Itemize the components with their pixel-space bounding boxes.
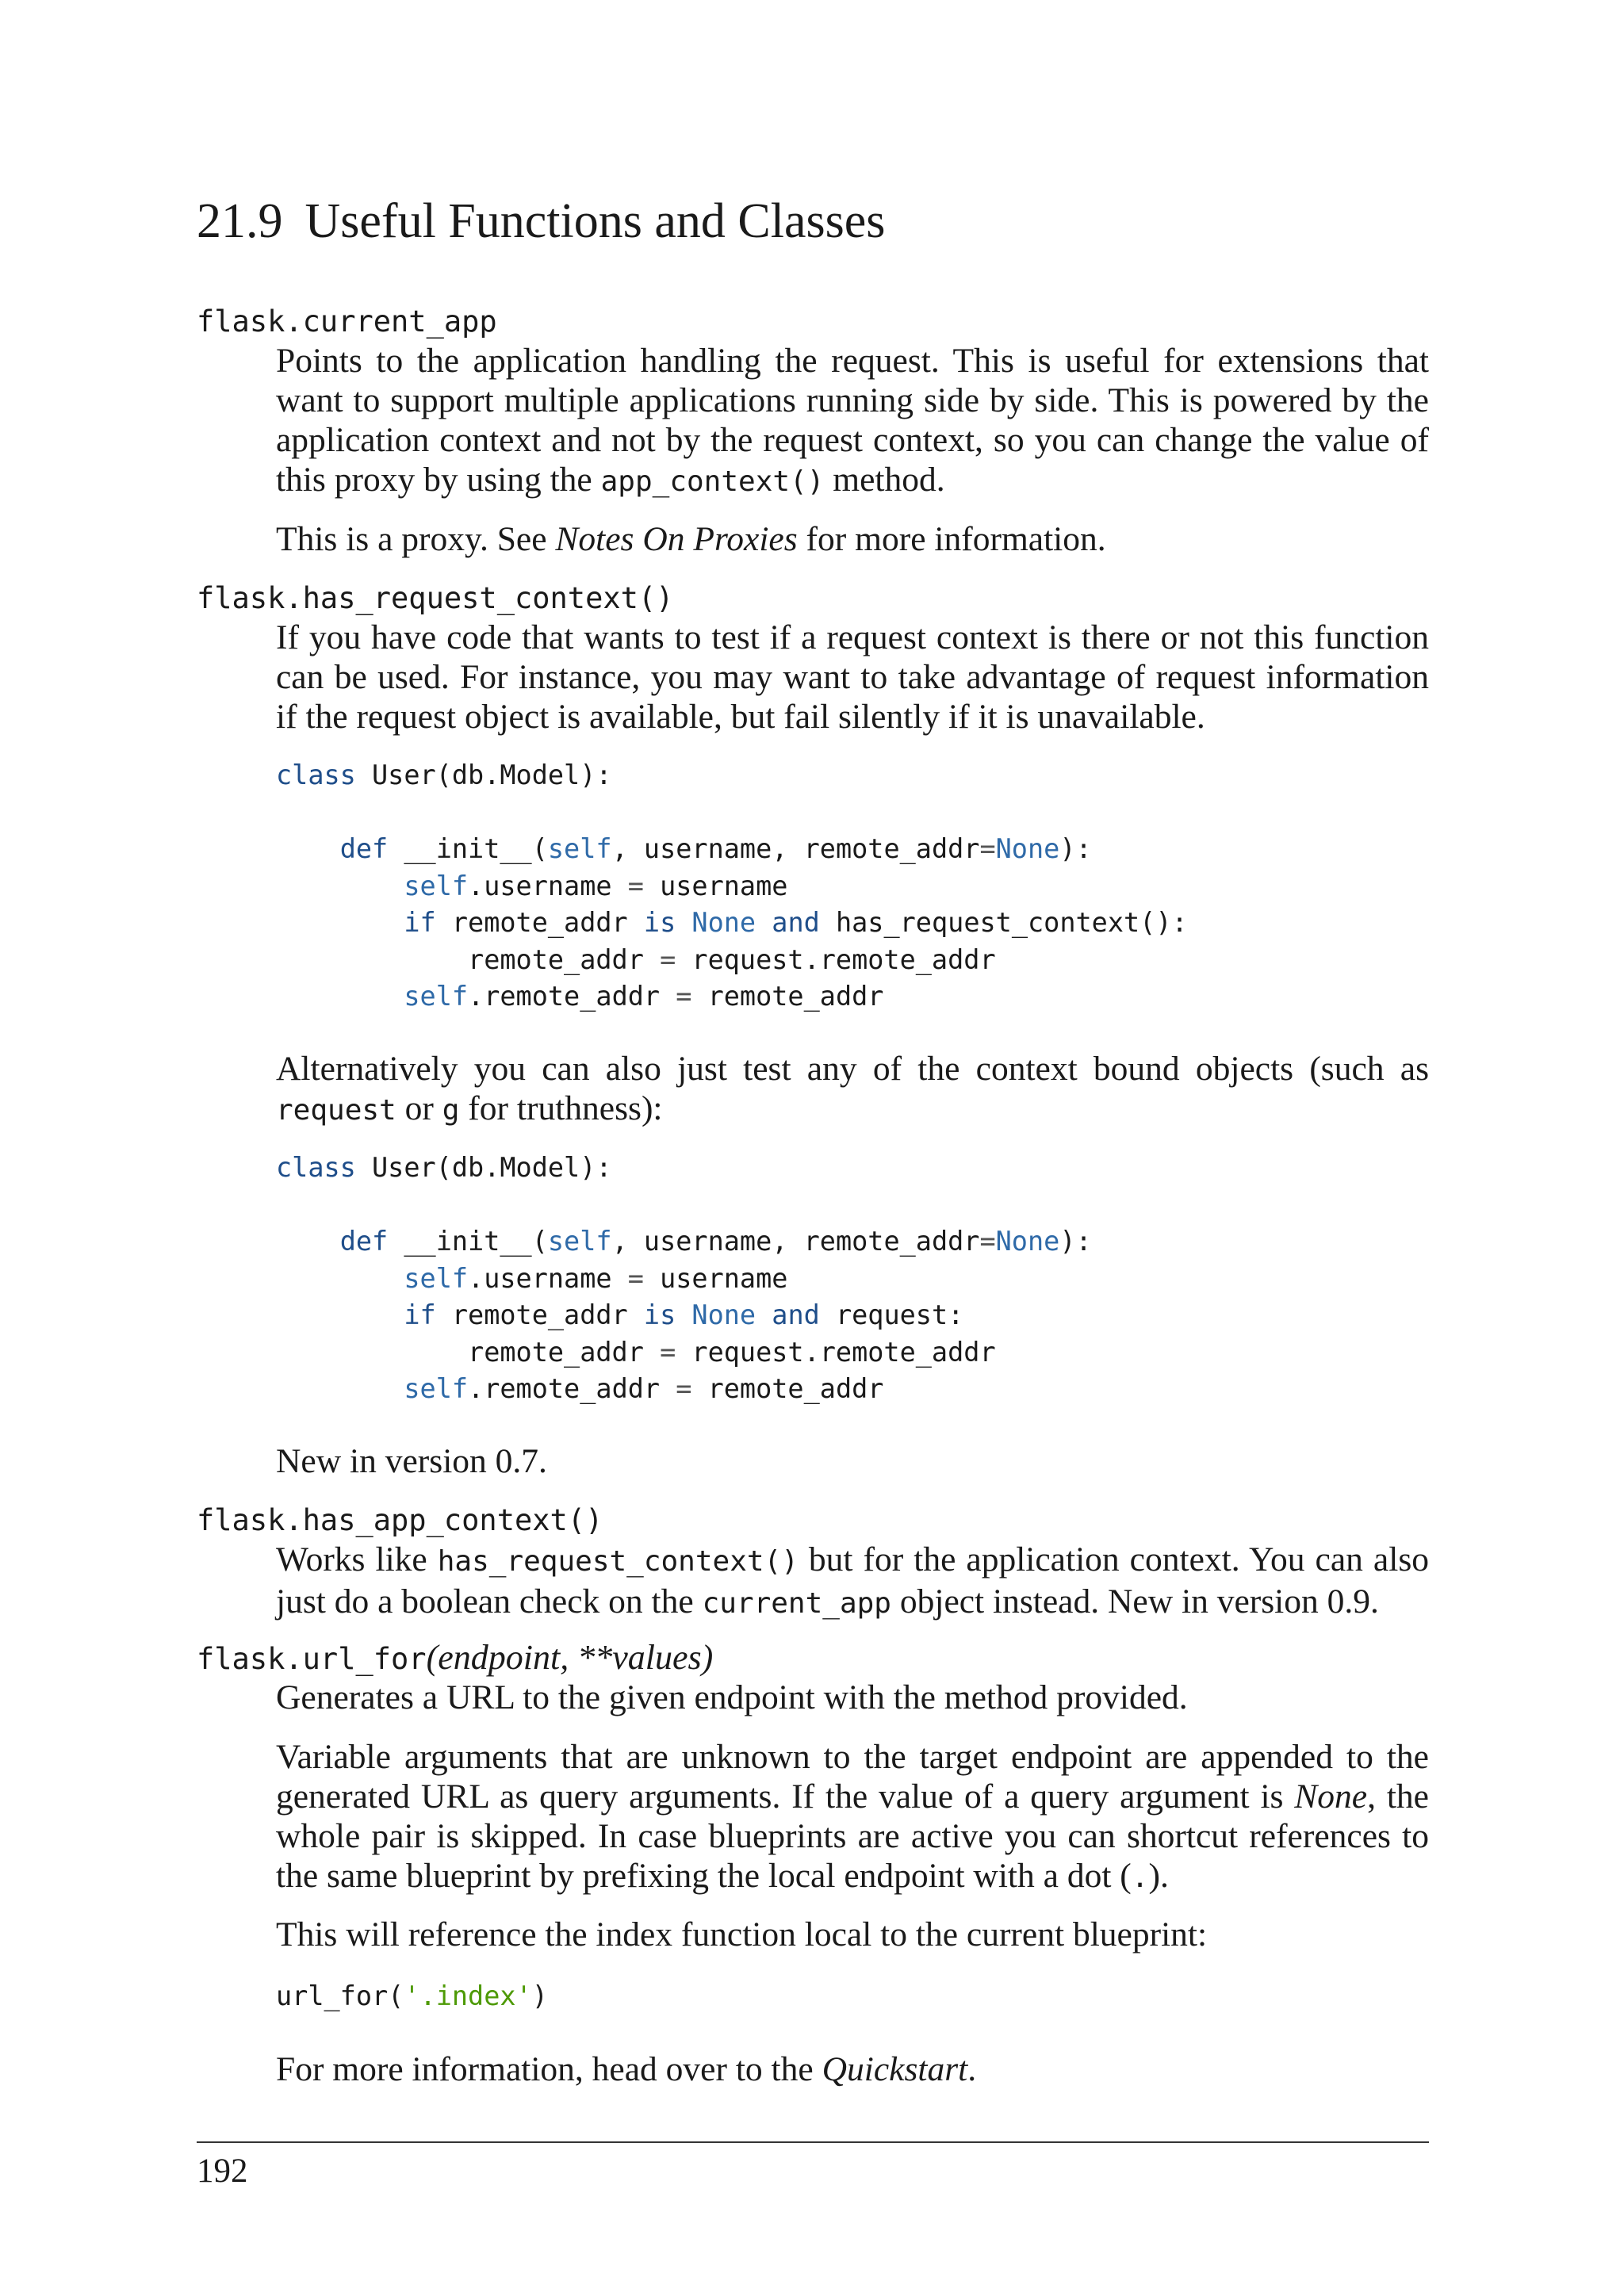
code-line: class User(db.Model): [276,1152,612,1183]
text-span: but for the application context. You can also just do a boolean check on the [276,1540,1430,1621]
code-line: self.username = username [404,870,788,901]
footer-divider [197,2141,1429,2143]
code-line: self.remote_addr = remote_addr [404,981,884,1012]
url-for-more-info [276,2049,1429,2089]
alternative-test-paragraph [276,1049,1429,1131]
text-span: method. [824,461,945,499]
link-quickstart[interactable]: Quickstart [822,2050,968,2088]
url-for-blueprint-note: This will reference the index function local to the current blueprint: [276,1915,1208,1954]
text-span: Variable arguments that are unknown to the target endpoint are appended to the generated URL as query arguments. If the value of a query argument is [276,1738,1429,1816]
code-line: url_for('.index') [276,1980,548,2011]
text-span: . [967,2050,977,2088]
signature-current-app: flask.current_app [197,304,497,339]
section-number: 21.9 [197,194,283,248]
text-span: ). [1148,1857,1169,1895]
inline-code: g [442,1094,460,1127]
text-span: For more information, head over to the [276,2050,822,2088]
page-number: 192 [197,2152,248,2190]
text-span: or [396,1089,442,1127]
code-line: remote_addr = request.remote_addr [276,1336,996,1368]
function-arguments: endpoint, **values [438,1638,702,1677]
inline-code: . [1131,1862,1149,1894]
text-span: Alternatively you can also just test any of the context bound objects (such as [276,1050,1429,1088]
code-line: remote_addr = request.remote_addr [276,943,996,975]
code-line: if remote_addr is None and request: [404,1299,964,1330]
text-span: , the whole pair is skipped. In case blueprints are active you can shortcut references to the same blueprint by prefixing the local endpoint with a dot ( [276,1777,1429,1895]
code-line: class User(db.Model): [276,760,612,790]
current-app-proxy-note [276,519,1429,559]
code-line: def __init__(self, username, remote_addr=None): [339,1226,1092,1257]
code-line: def __init__(self, username, remote_addr=None): [339,833,1092,864]
version-note-0-7: New in version 0.7. [276,1442,547,1480]
code-line: self.username = username [404,1262,788,1294]
text-span: object instead. New in version 0.9. [891,1582,1379,1621]
signature-has-request-context: flask.has_request_context() [197,581,674,615]
text-span: for more information. [797,520,1106,558]
text-span: Works like [276,1540,438,1578]
inline-code: current_app [702,1587,891,1620]
code-line: self.remote_addr = remote_addr [404,1373,884,1404]
emphasis: None [1294,1777,1368,1816]
url-for-arguments-paragraph [276,1737,1429,1898]
link-notes-on-proxies[interactable]: Notes On Proxies [555,520,798,558]
has-request-context-description: If you have code that wants to test if a request context is there or not this function can be used. For instance, you may want to take advantage of request information if the request object is available, but fail silently if it is unavailable. [276,618,1429,736]
has-app-context-description [276,1540,1429,1624]
inline-code: app_context() [600,465,825,498]
inline-code: has_request_context() [437,1545,799,1578]
section-title: Useful Functions and Classes [304,194,886,248]
current-app-description [276,341,1429,502]
signature-url-for [197,1638,713,1679]
code-block-1 [276,757,1188,1016]
url-for-description: Generates a URL to the given endpoint with the method provided. [276,1678,1188,1716]
function-name: flask.url_for [197,1642,427,1676]
paren: ) [701,1638,714,1677]
text-span: This is a proxy. See [276,520,556,558]
text-span: Points to the application handling the request. This is useful for extensions that want to support multiple applications running side by side. This is powered by the application context and not by the request context, so you can change the value of this proxy by using the [276,342,1429,499]
inline-code: request [276,1094,396,1127]
text-span: for truthness): [459,1089,663,1127]
signature-has-app-context: flask.has_app_context() [197,1503,603,1537]
code-block-3 [276,1978,548,2015]
code-block-2 [276,1150,1092,1408]
section-heading [197,193,885,250]
paren: ( [426,1638,439,1677]
code-line: if remote_addr is None and has_request_context(): [404,907,1188,938]
